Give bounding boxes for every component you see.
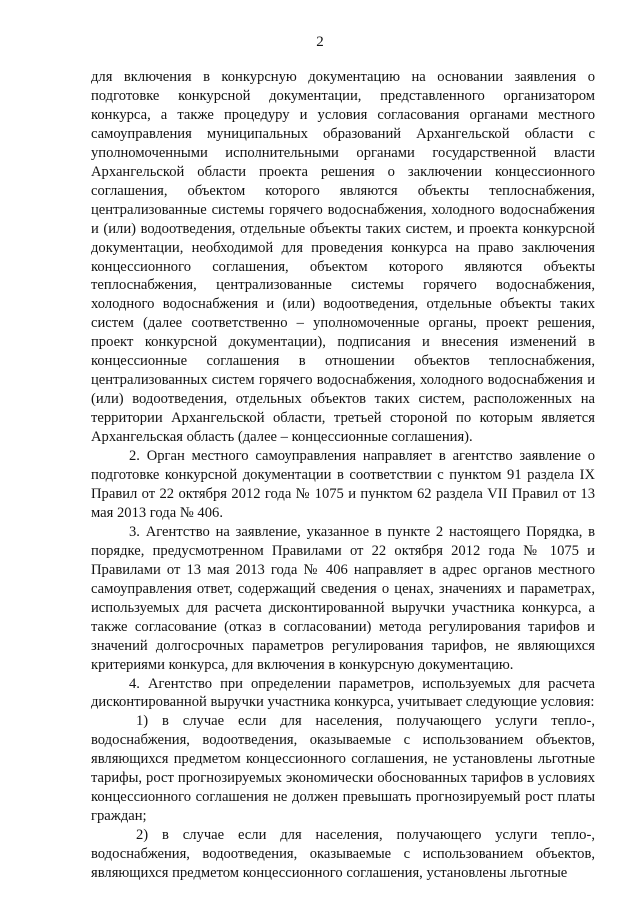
subitem-1: 1) в случае если для населения, получающего услуги тепло-, водоснабжения, водоотведения, оказываемые с использованием объектов, являющихся предметом концессионного соглашения, не установлены льготные тарифы, рост прогнозируемых экономически обоснованных тарифов в условиях концессионного соглашения не должен превышать прогнозируемый рост платы граждан;	[91, 713, 595, 825]
paragraph-item-4: 4. Агентство при определении параметров, используемых для расчета дисконтированной выручки участника конкурса, учитывает следующие условия:	[91, 675, 595, 711]
paragraph-item-2: 2. Орган местного самоуправления направляет в агентство заявление о подготовке конкурсной документации в соответствии с пунктом 91 раздела IX Правил от 22 октября 2012 года № 1075 и пунктом 62 раздела VII Правил от 13 мая 2013 года № 406.	[91, 448, 595, 521]
document-body	[91, 68, 595, 883]
page-number: 2	[316, 34, 324, 50]
subitem-2: 2) в случае если для населения, получающего услуги тепло-, водоснабжения, водоотведения, оказываемые с использованием объектов, являющихся предметом концессионного соглашения, установлены льготные	[91, 827, 595, 882]
paragraph-item-3: 3. Агентство на заявление, указанное в пункте 2 настоящего Порядка, в порядке, предусмотренном Правилами от 22 октября 2012 года № 1075 и Правилами от 13 мая 2013 года № 406 направляет в адрес органов местного самоуправления ответ, содержащий сведения о ценах, значениях и параметрах, используемых для расчета дисконтированной выручки участника конкурса, а также согласование (отказ в согласовании) метода регулирования тарифов и значений долгосрочных параметров регулирования тарифов, не являющихся критериями конкурса, для включения в конкурсную документацию.	[91, 523, 595, 673]
paragraph-continuation: для включения в конкурсную документацию на основании заявления о подготовке конкурсной документации, представленного организатором конкурса, а также процедуру и условия согласования органами местного самоуправления муниципальных образований Архангельской области с уполномоченными исполнительными органами государственной власти Архангельской области проекта решения о заключении концессионного соглашения, объектом которого являются объекты теплоснабжения, централизованные системы горячего водоснабжения, холодного водоснабжения и (или) водоотведения, отдельные объекты таких систем, и проекта конкурсной документации, необходимой для проведения конкурса на право заключения концессионного соглашения, объектом которого являются объекты теплоснабжения, централизованные системы горячего водоснабжения, холодного водоснабжения и (или) водоотведения, отдельные объекты таких систем (далее соответственно – уполномоченные органы, проект решения, проект конкурсной документации), подписания и внесения изменений в концессионные соглашения в отношении объектов теплоснабжения, централизованных систем горячего водоснабжения, холодного водоснабжения и (или) водоотведения, отдельных объектов таких систем, расположенных на территории Архангельской области, третьей стороной по которым является Архангельская область (далее – концессионные соглашения).	[91, 69, 595, 446]
